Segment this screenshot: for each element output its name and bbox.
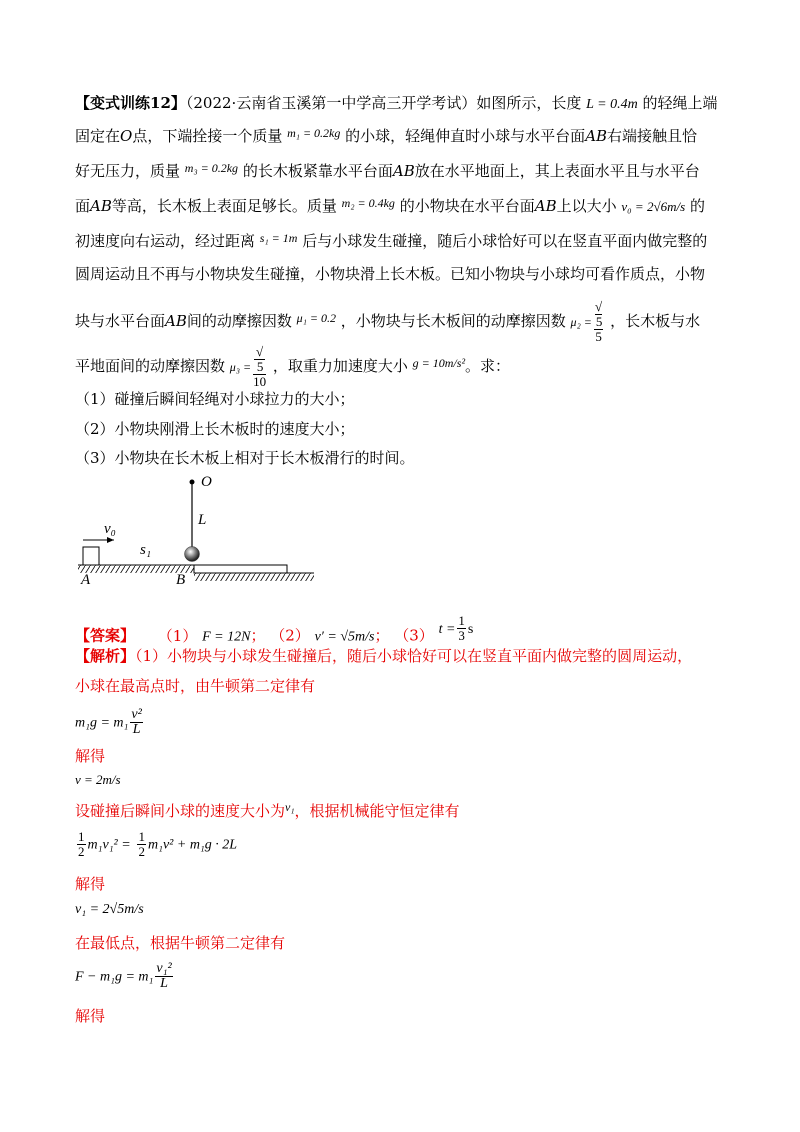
math-mu3-frac: √ 5 10 [253,344,267,389]
eq2-half-num-2: 1 [138,829,145,844]
eq2-b: m₁v² + m₁g · 2L [147,837,238,853]
answer-2: v′ = √5m/s [314,629,375,645]
solve-2: 解得 [75,875,106,893]
answer-line [75,614,473,646]
text: 初速度向右运动，经过距离 [75,232,256,250]
math-s1: s₁ = 1m [259,231,298,245]
problem-line-5 [75,230,707,251]
text: 放在水平地面上，其上表面水平且与水平台 [414,162,700,180]
result-1: v = 2m/s [75,772,121,787]
answer-tag: 【答案】 [75,626,136,645]
pivot-O [190,480,195,485]
eq1-den: L [132,722,141,737]
eq3-lhs: F − m₁g = m₁ [75,969,154,985]
text: 的长木板紧靠水平台面 [242,162,393,180]
text: ，根据机械能守恒定律有 [294,802,460,820]
label-L: L [198,512,207,528]
problem-source: （2022·云南省玉溪第一中学高三开学考试） [185,94,477,112]
sep: ； [250,626,266,645]
answer-3-den: 3 [458,628,465,643]
equation-2 [75,830,237,859]
equation-1 [75,708,145,737]
problem-line-3 [75,160,700,181]
problem-line-1 [75,92,718,113]
answer-3-num: 1 [458,613,465,628]
text: 面 [75,197,91,215]
answer-3 [438,613,474,643]
answer-3-unit: s [467,621,474,637]
segment-AB: AB [165,312,187,330]
math-mu2-lhs: μ₂ = [570,315,592,329]
long-board [194,565,287,573]
eq2-half-den: 2 [78,844,85,859]
math-v0: v₀ = 2√6m/s [621,199,686,214]
segment-AB: AB [585,127,608,145]
text: 如图所示，长度 [476,94,582,112]
math-v1: v₁ [285,800,295,814]
problem-line-8 [75,345,510,389]
math-mu1: μ₁ = 0.2 [296,311,336,325]
sep: ； [374,626,390,645]
analysis-line-4: 在最低点，根据牛顿第二定律有 [75,934,286,952]
label-v0: v₀ [104,521,116,537]
segment-AB: AB [534,197,557,215]
problem-line-6 [75,263,705,284]
velocity-arrow-head [107,537,114,543]
text: 点，下端拴接一个质量 [132,127,283,145]
math-mu3-lhs: μ₃ = [229,360,252,374]
problem-line-7 [75,300,700,344]
analysis-tag: 【解析】 [75,647,136,665]
label-B: B [176,572,186,588]
mu3-denominator: 10 [253,374,267,389]
text: （1）小物块与小球发生碰撞后，随后小球恰好可以在竖直平面内做完整的圆周运动， [135,647,693,665]
problem-line-4 [75,195,705,216]
physics-figure [70,470,330,595]
math-m1: m₁ = 0.2kg [287,126,341,140]
text: ，小物块与长木板间的动摩擦因数 [340,312,566,330]
math-mu2-frac: √ 5 5 [595,299,603,344]
label-A: A [81,572,91,588]
math-L: L = 0.4m [586,97,638,112]
text: 。求： [465,357,511,375]
text: 固定在 [75,127,121,145]
math-m3: m₃ = 0.2kg [184,161,239,175]
solve-3: 解得 [75,1007,106,1025]
text: 等高，长木板上表面足够长。质量 [111,197,337,215]
text: 圆周运动且不再与小物块发生碰撞，小物块滑上长木板。已知小物块与小球均可看作质点，小物 [75,265,706,283]
eq1-lhs: m₁g = m₁ [75,715,129,731]
eq3-den: L [160,976,168,991]
label-O: O [201,474,212,490]
analysis-line-2: 小球在最高点时，由牛顿第二定律有 [75,677,316,695]
text: 块与水平台面 [75,312,166,330]
problem-line-2 [75,125,697,146]
label-s1: s₁ [140,542,152,558]
question-1: （1）碰撞后瞬间轻绳对小球拉力的大小； [75,390,355,408]
point-O: O [120,127,133,145]
text: 的小物块在水平台面 [399,197,535,215]
eq2-half-num: 1 [78,829,85,844]
text: 的轻绳上端 [642,94,718,112]
text: 的小球，轻绳伸直时小球与水平台面 [345,127,586,145]
text: ，长木板与水 [610,312,701,330]
mu3-numerator: 5 [254,359,265,374]
solve-1: 解得 [75,747,106,765]
segment-AB: AB [392,162,415,180]
answer-3-index: （3） [394,626,434,645]
question-2: （2）小物块刚滑上长木板时的速度大小； [75,420,355,438]
answer-2-index: （2） [270,626,310,645]
analysis-line-3 [75,800,460,821]
answer-1-index: （1） [157,626,198,645]
eq2-half-den-2: 2 [138,844,145,859]
text: 好无压力，质量 [75,162,181,180]
math-m2: m₂ = 0.4kg [341,196,395,210]
analysis-line-1 [75,645,692,666]
text: 间的动摩擦因数 [186,312,292,330]
segment-AB: AB [90,197,112,215]
ground-hatch [194,573,314,581]
text: ，取重力加速度大小 [272,357,408,375]
mu2-denominator: 5 [595,329,602,344]
eq2-a: m₁v₁² = [87,837,131,853]
ball [185,547,200,562]
eq1-num: v² [131,707,142,722]
math-g: g = 10m/s² [412,356,466,370]
question-3: （3）小物块在长木板上相对于长木板滑行的时间。 [75,449,415,467]
text: 设碰撞后瞬间小球的速度大小为 [75,802,286,820]
answer-1: F = 12N [202,629,251,645]
text: 的 [689,197,705,215]
text: 平地面间的动摩擦因数 [75,357,226,375]
eq3-num: v₁² [156,961,172,976]
small-block [83,547,99,565]
mu2-numerator: 5 [595,314,603,329]
text: 后与小球发生碰撞，随后小球恰好可以在竖直平面内做完整的 [302,232,708,250]
answer-3-lhs: t = [438,621,456,637]
equation-3 [75,962,175,991]
result-2: v₁ = 2√5m/s [75,902,144,917]
text: 右端接触且恰 [607,127,698,145]
text: 上以大小 [556,197,617,215]
problem-tag: 【变式训练12】 [75,94,186,112]
